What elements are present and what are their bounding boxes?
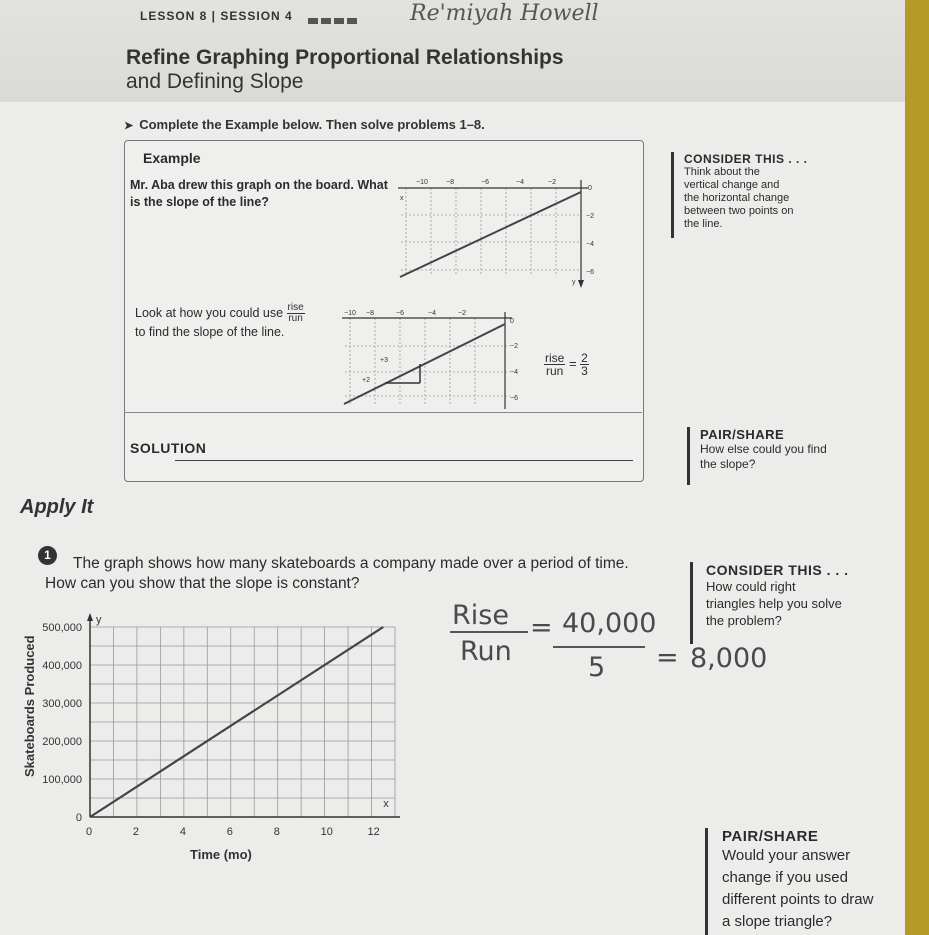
svg-text:−2: −2	[510, 343, 518, 350]
instruction: ➤ Complete the Example below. Then solve problems 1–8.	[124, 117, 485, 132]
x-axis-letter: x	[383, 798, 389, 810]
x-tick-label: 8	[273, 826, 280, 838]
handwritten-rise-label: Rise	[452, 600, 509, 631]
svg-text:−8: −8	[446, 179, 454, 186]
svg-text:y: y	[572, 279, 576, 286]
handwritten-student-name: Re'miyah Howell	[410, 1, 599, 26]
pair-share-sidebar-2: PAIR/SHARE Would your answer change if you used different points to draw a slope triangle?	[705, 828, 873, 935]
svg-text:−4: −4	[428, 310, 436, 317]
skateboard-chart	[20, 612, 400, 887]
svg-text:−6: −6	[396, 310, 404, 317]
solution-label: SOLUTION	[130, 440, 207, 456]
solution-answer-line[interactable]	[175, 460, 633, 461]
page-header	[0, 0, 905, 102]
example-graph-triangle	[340, 306, 540, 410]
x-tick-label: 4	[179, 826, 186, 838]
example-graph	[396, 170, 608, 288]
rise-run-hint: Look at how you could use $\frac{\text{rise}}{\text{run}}$ to find the slope of the line.	[135, 302, 304, 339]
y-tick-label: 400,000	[42, 660, 82, 672]
handwritten-result: 8,000	[690, 643, 768, 674]
y-axis-arrow	[87, 613, 93, 621]
y-axis-label: Skateboards Produced	[22, 635, 37, 777]
handwritten-fraction-bar-1	[450, 631, 528, 633]
svg-text:x: x	[400, 195, 404, 202]
handwritten-equals-2: =	[656, 642, 679, 673]
x-tick-label: 6	[226, 826, 233, 838]
y-tick-label: 100,000	[42, 774, 82, 786]
handwritten-equals-1: =	[530, 612, 553, 643]
problem-number: 1	[38, 546, 57, 565]
svg-text:−4: −4	[510, 369, 518, 376]
svg-text:−6: −6	[481, 179, 489, 186]
y-axis-letter: y	[96, 614, 102, 626]
x-axis-label: Time (mo)	[190, 847, 252, 862]
svg-text:−8: −8	[366, 310, 374, 317]
example-title: Example	[143, 150, 201, 166]
svg-text:0: 0	[510, 318, 514, 325]
x-tick-label: 10	[320, 826, 333, 838]
svg-text:−6: −6	[586, 269, 594, 276]
svg-text:−2: −2	[548, 179, 556, 186]
handwritten-numerator: 40,000	[562, 608, 657, 639]
example-question: Mr. Aba drew this graph on the board. What is the slope of the line?	[130, 178, 388, 209]
session-marks	[308, 11, 360, 29]
lesson-label: LESSON 8 | SESSION 4	[140, 9, 293, 23]
svg-text:−4: −4	[516, 179, 524, 186]
apply-it-heading: Apply It	[20, 496, 94, 518]
handwritten-denominator: 5	[588, 652, 606, 683]
svg-text:−10: −10	[416, 179, 428, 186]
svg-text:+3: +3	[380, 357, 388, 364]
svg-text:−10: −10	[344, 310, 356, 317]
y-tick-label: 200,000	[42, 736, 82, 748]
svg-text:−6: −6	[510, 395, 518, 402]
x-tick-label: 2	[132, 826, 140, 838]
y-tick-label: 300,000	[42, 698, 82, 710]
problem-text: The graph shows how many skateboards a company made over a period of time. How can you show that the slope is constant?	[45, 555, 629, 592]
page-title-line2: and Defining Slope	[126, 70, 304, 93]
svg-text:0: 0	[588, 185, 592, 192]
rise-over-run-fraction: $\frac{\text{rise}}{\text{run}}$	[287, 302, 304, 324]
handwritten-fraction-bar-2	[553, 646, 645, 648]
svg-text:−2: −2	[586, 213, 594, 220]
y-tick-label: 0	[75, 812, 82, 824]
page-title-line1: Refine Graphing Proportional Relationships	[126, 46, 564, 69]
x-tick-label: 0	[86, 826, 93, 838]
svg-text:−4: −4	[586, 241, 594, 248]
svg-text:+2: +2	[362, 377, 370, 384]
y-tick-label: 500,000	[42, 622, 82, 634]
arrow-right-icon: ➤	[124, 120, 134, 132]
handwritten-run-label: Run	[460, 636, 512, 667]
x-tick-label: 12	[367, 826, 380, 838]
svg-text:−2: −2	[458, 310, 466, 317]
rise-run-equation: $\frac{\text{rise}}{\text{run}}$ = $\frac{2}{3}$	[545, 351, 588, 378]
consider-this-sidebar-1: CONSIDER THIS . . . Think about the vertical change and the horizontal change between two points on the line.	[671, 152, 808, 238]
pair-share-sidebar-1: PAIR/SHARE How else could you find the slope?	[687, 427, 827, 485]
consider-this-sidebar-2: CONSIDER THIS . . . How could right triangles help you solve the problem?	[690, 562, 849, 644]
